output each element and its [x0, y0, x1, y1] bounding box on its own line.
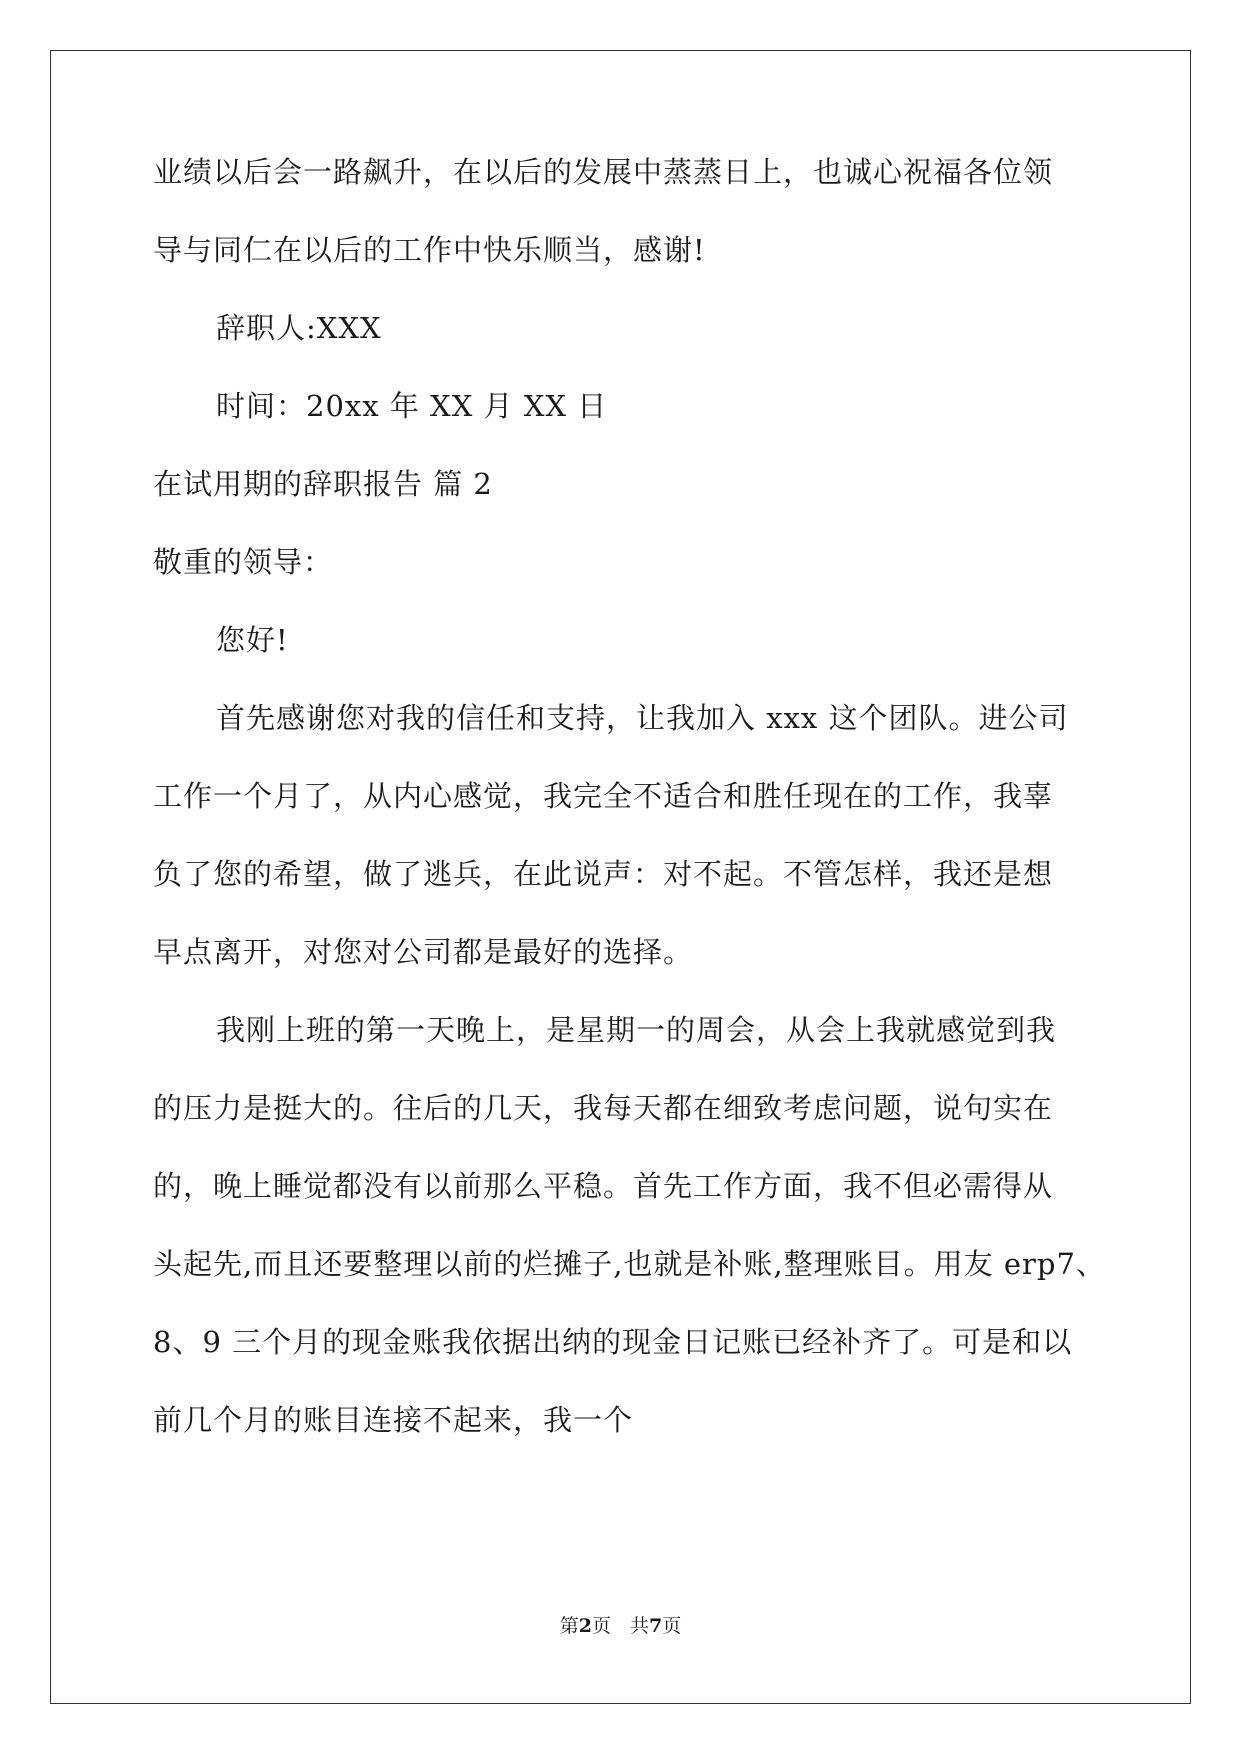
date-line: 时间：20xx 年 XX 月 XX 日: [216, 389, 608, 423]
text-line-1: 业绩以后会一路飙升，在以后的发展中蒸蒸日上，也诚心祝福各位领: [153, 155, 1054, 189]
current-page-number: 2: [578, 1615, 592, 1637]
text-line-16: 8、9 三个月的现金账我依据出纳的现金日记账已经补齐了。可是和以: [153, 1325, 1073, 1359]
signer-line: 辞职人:XXX: [216, 311, 382, 345]
text-line-9: 工作一个月了，从内心感觉，我完全不适合和胜任现在的工作，我辜: [153, 779, 1054, 813]
text-line-10: 负了您的希望，做了逃兵，在此说声：对不起。不管怎样，我还是想: [153, 857, 1054, 891]
greeting: 您好!: [216, 623, 289, 657]
page-prefix: 第: [559, 1615, 579, 1637]
text-line-15: 头起先,而且还要整理以前的烂摊子,也就是补账,整理账目。用友 erp7、: [153, 1247, 1106, 1281]
page-footer: [0, 1614, 1241, 1638]
text-line-13: 的压力是挺大的。往后的几天，我每天都在细致考虑问题，说句实在: [153, 1091, 1054, 1125]
text-line-17: 前几个月的账目连接不起来，我一个: [153, 1403, 634, 1437]
text-line-2: 导与同仁在以后的工作中快乐顺当，感谢!: [153, 233, 706, 267]
salutation: 敬重的领导：: [153, 545, 334, 579]
total-page-number: 7: [649, 1615, 663, 1637]
page-suffix: 页: [662, 1615, 682, 1637]
page-mid: 页 共: [591, 1615, 649, 1637]
text-line-14: 的，晚上睡觉都没有以前那么平稳。首先工作方面，我不但必需得从: [153, 1169, 1054, 1203]
text-line-8: 首先感谢您对我的信任和支持，让我加入 xxx 这个团队。进公司: [216, 701, 1069, 735]
text-line-12: 我刚上班的第一天晚上，是星期一的周会，从会上我就感觉到我: [216, 1013, 1057, 1047]
text-line-11: 早点离开，对您对公司都是最好的选择。: [153, 935, 694, 969]
section-heading: 在试用期的辞职报告 篇 2: [153, 467, 493, 501]
